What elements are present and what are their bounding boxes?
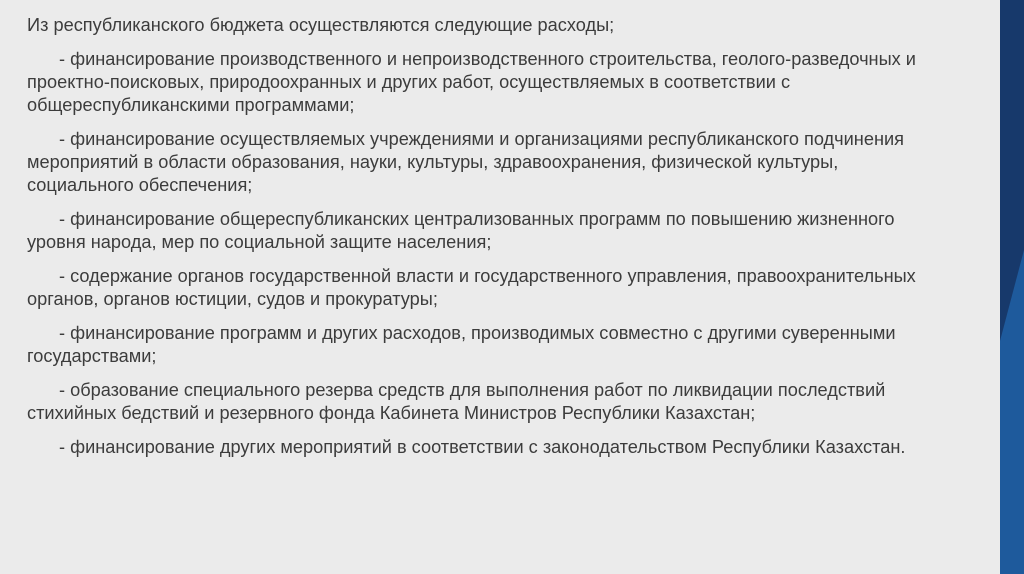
expense-item: - финансирование программ и других расходов, производимых совместно с другими суверенными государствами;	[27, 323, 896, 366]
intro-paragraph: Из республиканского бюджета осуществляются следующие расходы;	[27, 15, 615, 35]
slide-text	[27, 14, 947, 470]
expense-item: - финансирование производственного и непроизводственного строительства, геолого-разведочных и проектно-поисковых, природоохранных и других работ, осуществляемых в соответствии с общереспубликанскими программами;	[27, 49, 916, 115]
expense-item: - содержание органов государственной власти и государственного управления, правоохранительных органов, органов юстиции, судов и прокуратуры;	[27, 266, 916, 309]
expense-item: - финансирование других мероприятий в соответствии с законодательством Республики Казахстан.	[59, 437, 906, 457]
expense-item: - финансирование общереспубликанских централизованных программ по повышению жизненного уровня народа, мер по социальной защите населения;	[27, 209, 895, 252]
expense-item: - финансирование осуществляемых учреждениями и организациями республиканского подчинения мероприятий в области образования, науки, культуры, здравоохранения, физической культуры, социального обеспечения;	[27, 129, 905, 195]
expense-item: - образование специального резерва средств для выполнения работ по ликвидации последствий стихийных бедствий и резервного фонда Кабинета Министров Республики Казахстан;	[27, 380, 886, 423]
